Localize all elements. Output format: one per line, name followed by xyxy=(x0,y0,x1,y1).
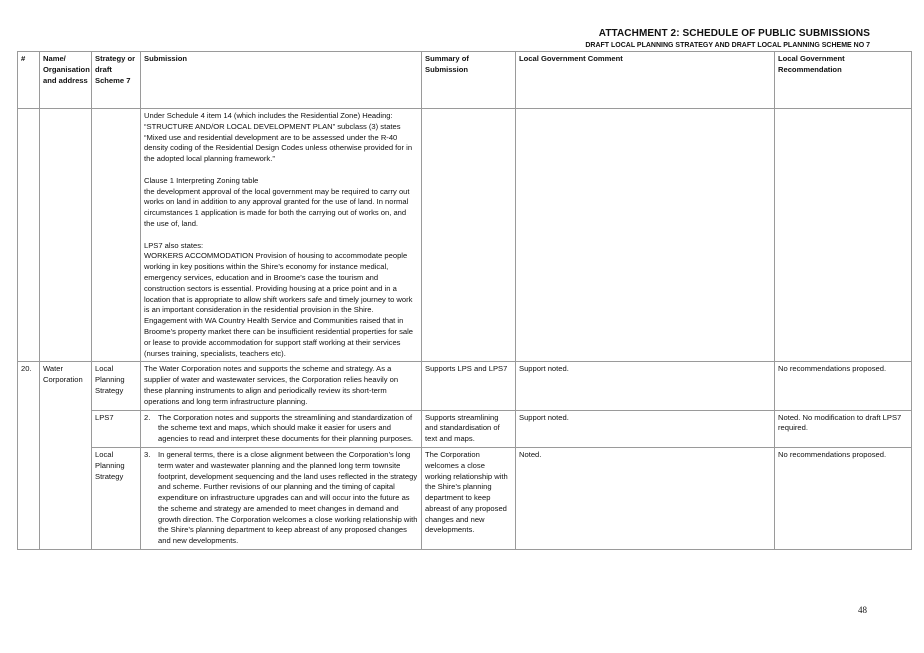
cell-comment xyxy=(516,109,775,362)
cell-summary: Supports streamlining and standardisation of text and maps. xyxy=(422,410,516,447)
submission-paragraph xyxy=(144,241,418,360)
cell-submission: The Water Corporation notes and supports the scheme and strategy. As a supplier of water and wastewater services, the Corporation relies heavily on these planning instruments to align and periodically review its short-term operations and long term infrastructure planning. xyxy=(141,362,422,410)
column-header-num: # xyxy=(18,52,40,109)
cell-name xyxy=(40,109,92,362)
item-text: In general terms, there is a close alignment between the Corporation’s long term water and wastewater planning and the planned long term townsite footprint, development sequencing and the land uses reflected in the strategy and scheme. Further revisions of our planning and the timing of capital expenditure on infrastructure upgrades can and will occur into the future as the scheme and strategy are amended to meet changes in demand and growth direction. The Corporation welcomes a close working relationship with the Shire’s planning department to keep abreast of any proposed changes and new developments. xyxy=(158,449,418,546)
cell-comment: Support noted. xyxy=(516,410,775,447)
table-row xyxy=(18,447,912,549)
column-header-name: Name/ Organisation and address xyxy=(40,52,92,109)
cell-strategy: Local Planning Strategy xyxy=(92,362,141,410)
paragraph-heading: Clause 1 Interpreting Zoning table xyxy=(144,175,259,185)
table-header-row xyxy=(18,52,912,109)
column-header-comment: Local Government Comment xyxy=(516,52,775,109)
paragraph-body: WORKERS ACCOMMODATION Provision of housing to accommodate people working in key positions within the Shire’s economy for instance medical, emergency services, education and in Broome’s case the tourism and construction sectors is essential. Providing housing at a price point and in a location that is appropriate to allow shift workers safe and timely journey to work is an important consideration in the residential provision in the Shire. Engagement with WA Country Health Service and Communities raised that in Broome’s property market there can be insufficient residential properties for sale or lease to provide accommodation for support staff working at their services (nurses training, specialists, teachers etc). xyxy=(144,251,414,358)
cell-name: Water Corporation xyxy=(40,362,92,550)
item-text: The Corporation notes and supports the streamlining and standardization of the scheme text and maps, which should make it easier for users and agencies to read and interpret these documents for their planning purposes. xyxy=(158,412,413,444)
table-row-continuation xyxy=(18,109,912,362)
table-row xyxy=(18,410,912,447)
column-header-summary: Summary of Submission xyxy=(422,52,516,109)
paragraph-heading: LPS7 also states: xyxy=(144,240,204,250)
table-row xyxy=(18,362,912,410)
paragraph-body: the development approval of the local government may be required to carry out works on land in addition to any approval granted for the use of land. In normal circumstances 1 application is made for both the carrying out of works on, and the use of, land. xyxy=(144,186,410,228)
submissions-table xyxy=(17,51,912,550)
submission-paragraph: Under Schedule 4 item 14 (which includes the Residential Zone) Heading: “STRUCTURE AND/OR LOCAL DEVELOPMENT PLAN” subclass (3) states “Mixed use and residential development are to be assessed under the R-40 density coding of the Residential Design Codes unless otherwise provided for in the adopted local planning framework.” xyxy=(144,111,413,164)
item-number: 2. xyxy=(144,412,151,422)
cell-recommendation xyxy=(775,109,912,362)
submission-paragraph xyxy=(144,176,418,230)
cell-recommendation: No recommendations proposed. xyxy=(775,362,912,410)
cell-strategy: Local Planning Strategy xyxy=(92,447,141,549)
cell-summary xyxy=(422,109,516,362)
item-number: 3. xyxy=(144,449,151,459)
cell-submission xyxy=(141,447,422,549)
cell-submission-continued xyxy=(141,109,422,362)
page-number: 48 xyxy=(858,605,867,615)
document-title: ATTACHMENT 2: SCHEDULE OF PUBLIC SUBMISSIONS xyxy=(598,28,870,39)
cell-recommendation: Noted. No modification to draft LPS7 required. xyxy=(775,410,912,447)
cell-recommendation: No recommendations proposed. xyxy=(775,447,912,549)
column-header-recommendation: Local Government Recommendation xyxy=(775,52,912,109)
cell-strategy: LPS7 xyxy=(92,410,141,447)
cell-strategy xyxy=(92,109,141,362)
cell-comment: Noted. xyxy=(516,447,775,549)
document-subtitle: DRAFT LOCAL PLANNING STRATEGY AND DRAFT LOCAL PLANNING SCHEME NO 7 xyxy=(585,42,870,49)
cell-summary: Supports LPS and LPS7 xyxy=(422,362,516,410)
cell-submission xyxy=(141,410,422,447)
cell-comment: Support noted. xyxy=(516,362,775,410)
column-header-submission: Submission xyxy=(141,52,422,109)
cell-num: 20. xyxy=(18,362,40,550)
cell-summary: The Corporation welcomes a close working relationship with the Shire’s planning department to keep abreast of any proposed changes and new developments. xyxy=(422,447,516,549)
column-header-strategy: Strategy or draft Scheme 7 xyxy=(92,52,141,109)
cell-num xyxy=(18,109,40,362)
